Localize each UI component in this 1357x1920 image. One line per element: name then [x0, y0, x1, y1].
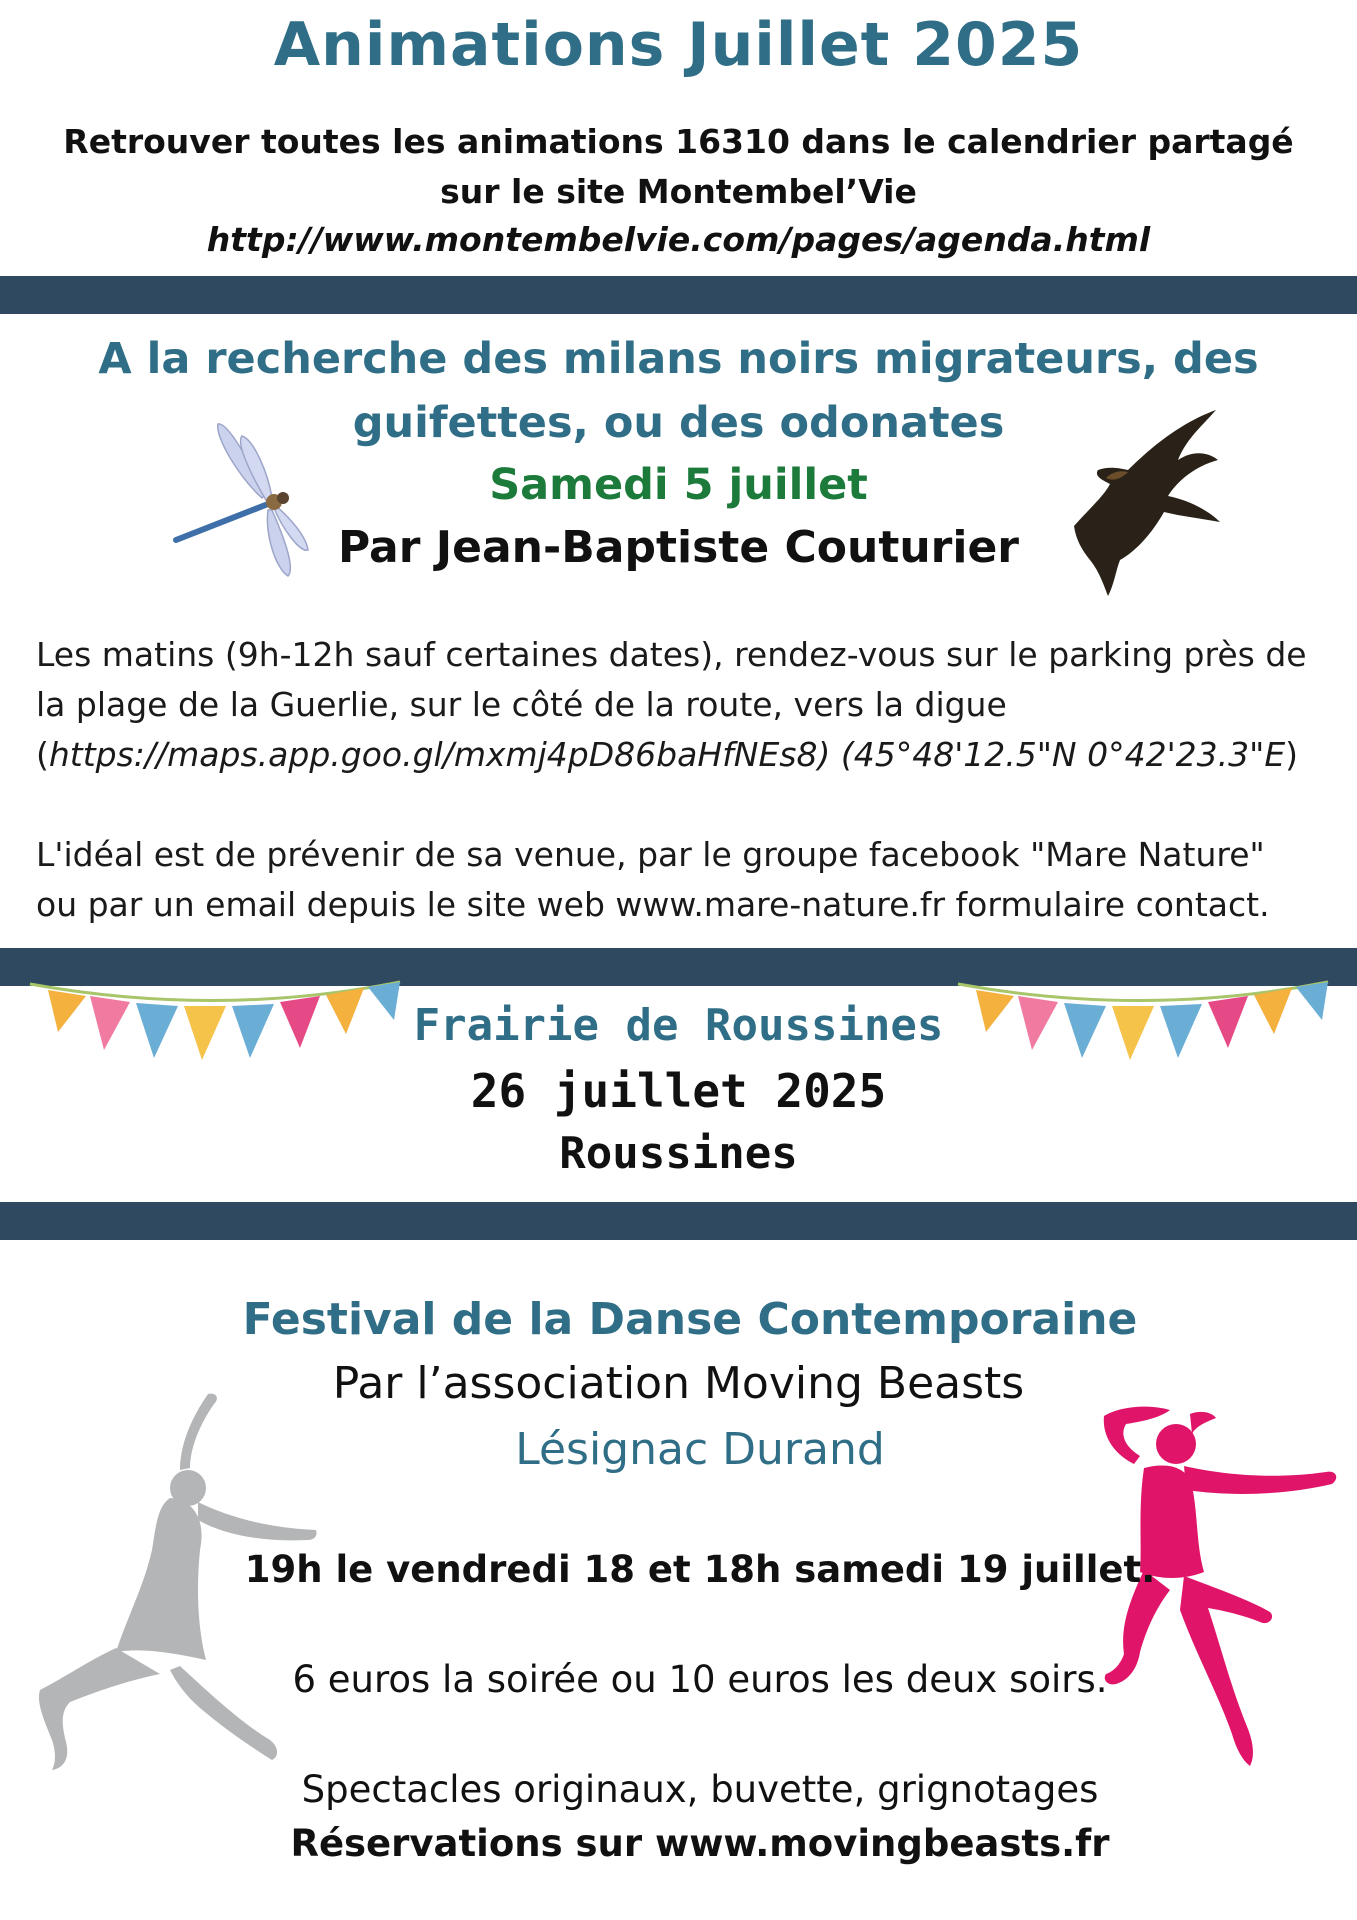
festival-price: 6 euros la soirée ou 10 euros les deux soirs.	[292, 1658, 1108, 1701]
milans-title-line-2: guifettes, ou des odonates	[352, 398, 1005, 448]
milans-paragraph-line-1: Les matins (9h-12h sauf certaines dates), rendez-vous sur le parking près de	[36, 635, 1307, 674]
milans-author: Par Jean-Baptiste Couturier	[337, 522, 1019, 573]
intro-line-2: sur le site Montembel’Vie	[440, 172, 917, 211]
festival-title: Festival de la Danse Contemporaine	[242, 1294, 1138, 1345]
frairie-place: Roussines	[559, 1128, 798, 1179]
agenda-link[interactable]: http://www.montembelvie.com/pages/agenda.html	[206, 220, 1151, 259]
milans-title-line-1: A la recherche des milans noirs migrateurs, des	[98, 334, 1259, 384]
milans-date: Samedi 5 juillet	[489, 460, 868, 510]
milans-paragraph-line-3	[36, 730, 1336, 780]
page-title: Animations Juillet 2025	[273, 10, 1084, 80]
festival-organizer: Par l’association Moving Beasts	[332, 1358, 1025, 1409]
frairie-title: Frairie de Roussines	[413, 1000, 944, 1051]
milans-paragraph-line-2: la plage de la Guerlie, sur le côté de la route, vers la digue	[36, 685, 1007, 724]
maps-link[interactable]: https://maps.app.goo.gl/mxmj4pD86baHfNEs8) (45°48'12.5"N 0°42'23.3"E	[48, 735, 1286, 774]
section-divider	[0, 1202, 1357, 1240]
festival-reservation[interactable]: Réservations sur www.movingbeasts.fr	[290, 1822, 1110, 1865]
intro-line-1: Retrouver toutes les animations 16310 dans le calendrier partagé	[63, 122, 1294, 161]
frairie-date: 26 juillet 2025	[470, 1064, 887, 1118]
festival-extras: Spectacles originaux, buvette, grignotages	[301, 1768, 1099, 1811]
festival-place: Lésignac Durand	[515, 1424, 885, 1475]
milans-contact-line-1: L'idéal est de prévenir de sa venue, par le groupe facebook "Mare Nature"	[36, 835, 1265, 874]
paren-close: )	[1285, 735, 1299, 774]
section-divider	[0, 276, 1357, 314]
paren-open: (	[36, 735, 49, 774]
festival-dates: 19h le vendredi 18 et 18h samedi 19 juillet.	[244, 1548, 1156, 1591]
kite-bird-icon	[1068, 400, 1223, 600]
milans-contact-line-2: ou par un email depuis le site web www.mare-nature.fr formulaire contact.	[36, 885, 1270, 924]
dragonfly-icon	[170, 418, 310, 583]
